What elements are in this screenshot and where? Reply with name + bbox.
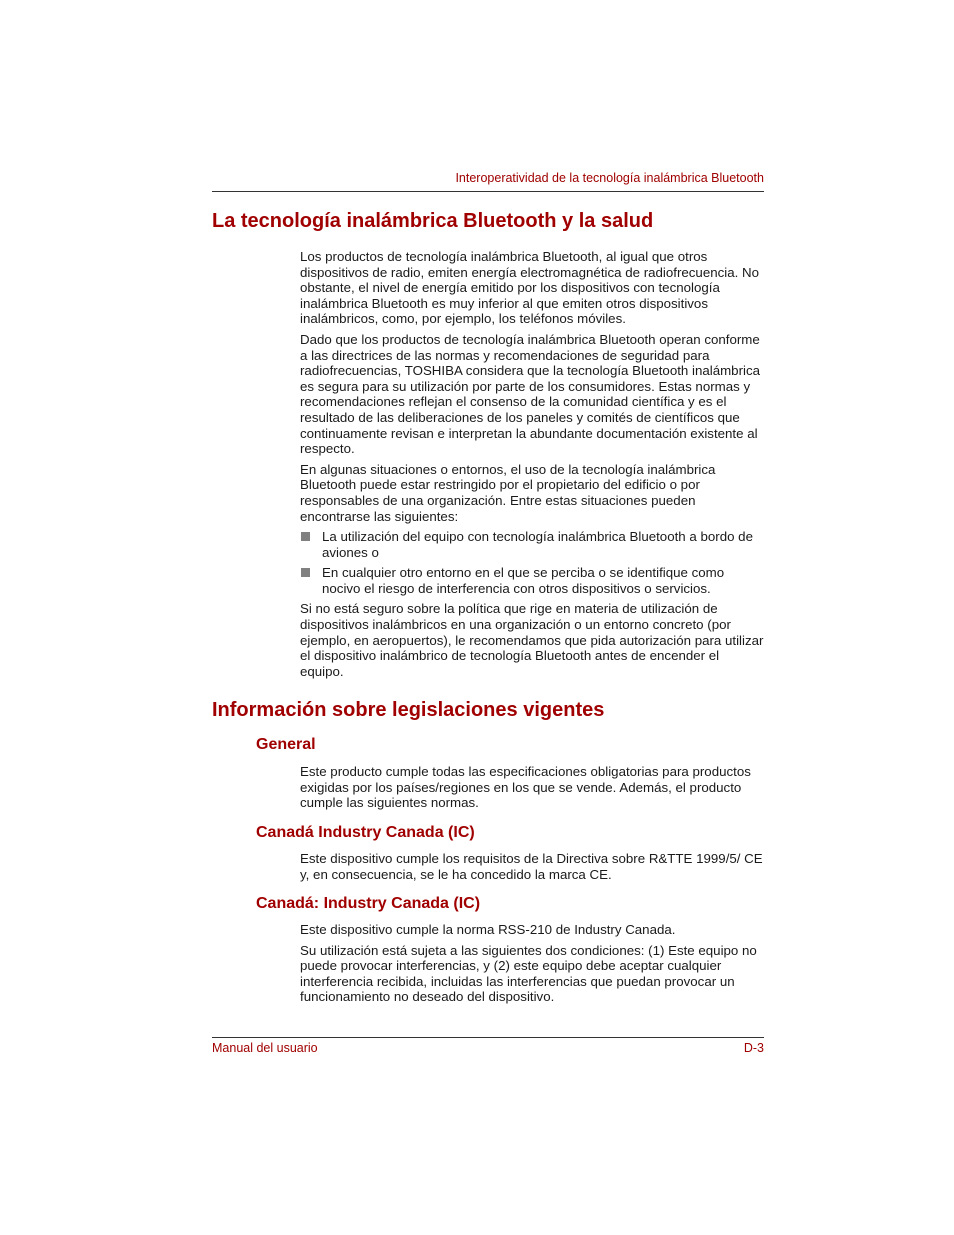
subsection-body-canada-ic-2 xyxy=(300,922,766,1010)
page-number: D-3 xyxy=(743,1041,764,1055)
bullet-square-icon xyxy=(301,568,310,577)
section-title-bluetooth-health: La tecnología inalámbrica Bluetooth y la salud xyxy=(212,210,654,232)
paragraph: Este dispositivo cumple los requisitos de la Directiva sobre R&TTE 1999/5/ CE y, en consecuencia, se le ha concedido la marca CE. xyxy=(300,851,763,882)
paragraph: Este dispositivo cumple la norma RSS-210 de Industry Canada. xyxy=(300,922,676,937)
paragraph: Si no está seguro sobre la política que rige en materia de utilización de dispositivos inalámbricos en una organización o un entorno concreto (por ejemplo, en aeropuertos), le recomendamos que pida autorización para utilizar el dispositivo inalámbrico de tecnología Bluetooth antes de encender el equipo. xyxy=(300,601,764,679)
header-rule xyxy=(212,191,764,192)
list-item xyxy=(300,529,766,560)
paragraph: Este producto cumple todas las especificaciones obligatorias para productos exigidas por los países/regiones en los que se vende. Además, el producto cumple las siguientes normas. xyxy=(300,764,751,811)
subsection-title-canada-ic-2: Canadá: Industry Canada (IC) xyxy=(256,895,481,912)
running-header: Interoperatividad de la tecnología inalámbrica Bluetooth xyxy=(455,171,764,185)
footer-title: Manual del usuario xyxy=(212,1041,318,1055)
section-title-legislation: Información sobre legislaciones vigentes xyxy=(212,699,605,721)
paragraph: Su utilización está sujeta a las siguientes dos condiciones: (1) Este equipo no puede provocar interferencias, y (2) este equipo debe aceptar cualquier interferencia recibida, incluidas las interferencias que puedan provocar un funcionamiento no deseado del dispositivo. xyxy=(300,942,757,1005)
paragraph: Los productos de tecnología inalámbrica Bluetooth, al igual que otros dispositivos de radio, emiten energía electromagnética de radiofrecuencia. No obstante, el nivel de energía emitido por los dispositivos con tecnología inalámbrica Bluetooth es muy inferior al que emiten otros dispositivos inalámbricos, como, por ejemplo, los teléfonos móviles. xyxy=(300,249,760,327)
bullet-list xyxy=(300,529,766,596)
paragraph: Dado que los productos de tecnología inalámbrica Bluetooth operan conforme a las directrices de las normas y recomendaciones de seguridad para radiofrecuencias, TOSHIBA considera que la tecnología Bluetooth inalámbrica es segura para su utilización por parte de los consumidores. Estas normas y recomendaciones reflejan el consenso de la comunidad científica y es el resultado de las deliberaciones de los paneles y comités de científicos que continuamente revisan e interpretan la abundante documentación existente al respecto. xyxy=(300,331,761,457)
list-item-text: En cualquier otro entorno en el que se perciba o se identifique como nocivo el riesgo de interferencia con otros dispositivos o servicios. xyxy=(322,565,725,596)
subsection-title-canada-ic: Canadá Industry Canada (IC) xyxy=(256,824,475,841)
paragraph: En algunas situaciones o entornos, el uso de la tecnología inalámbrica Bluetooth puede estar restringido por el propietario del edificio o por responsables de una organización. Entre estas situaciones pueden encontrarse las siguientes: xyxy=(300,461,716,524)
section-body-bluetooth-health xyxy=(300,249,766,684)
list-item xyxy=(300,565,766,596)
subsection-body-general xyxy=(300,764,766,816)
subsection-body-canada-ic xyxy=(300,851,766,887)
subsection-title-general: General xyxy=(256,736,316,753)
bullet-square-icon xyxy=(301,532,310,541)
footer-rule xyxy=(212,1037,764,1038)
list-item-text: La utilización del equipo con tecnología inalámbrica Bluetooth a bordo de aviones o xyxy=(322,529,753,560)
